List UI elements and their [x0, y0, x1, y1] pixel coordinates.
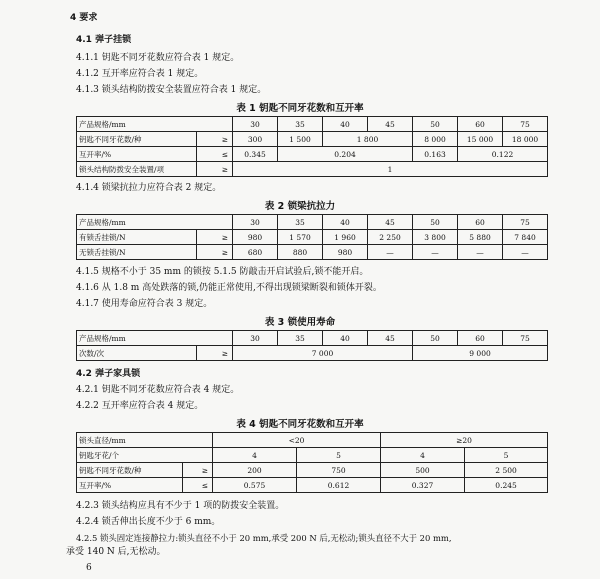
table-1-spec: 50	[413, 117, 458, 132]
table-2-spec: 30	[233, 215, 278, 230]
clause-4-1-2: 4.1.2 互开率应符合表 1 规定。	[76, 69, 204, 79]
table-3-spec: 75	[503, 331, 548, 346]
table-2-symbol: ≥	[197, 245, 233, 260]
table-4-row-label: 互开率/%	[77, 478, 183, 493]
table-2-cell: 7 840	[503, 230, 548, 245]
table-1-row-label: 互开率/%	[77, 147, 197, 162]
table-2-cell: 2 250	[368, 230, 413, 245]
table-2-cell: 1 570	[278, 230, 323, 245]
table-1-cell: 0.204	[278, 147, 413, 162]
table-4-cell: 0.245	[465, 478, 548, 493]
table-1-symbol: ≥	[197, 162, 233, 177]
table-3-spec-label: 产品规格/mm	[77, 331, 233, 346]
table-4-cell: 0.612	[297, 478, 381, 493]
table-2-cell: —	[458, 245, 503, 260]
section-4-2-heading: 4.2 弹子家具锁	[76, 369, 141, 379]
table-2-spec: 45	[368, 215, 413, 230]
table-1-cell: 0.122	[458, 147, 548, 162]
table-1-spec: 45	[368, 117, 413, 132]
table-4-group: <20	[213, 433, 381, 448]
table-2-row-label: 无锁舌挂锁/N	[77, 245, 197, 260]
table-4-cell: 4	[381, 448, 465, 463]
table-3-spec: 30	[233, 331, 278, 346]
table-4-symbol: ≤	[183, 478, 213, 493]
table-3-symbol: ≥	[197, 346, 233, 361]
table-2-cell: —	[413, 245, 458, 260]
table-1	[76, 116, 548, 177]
table-4-symbol: ≥	[183, 463, 213, 478]
clause-4-2-5-continued: 承受 140 N 后,无松动。	[66, 547, 166, 557]
table-1-row-label: 钥匙不同牙花数/种	[77, 132, 197, 147]
table-4	[76, 432, 548, 493]
table-4-row-label: 钥匙不同牙花数/种	[77, 463, 183, 478]
table-1-cell: 300	[233, 132, 278, 147]
table-4-cell: 200	[213, 463, 297, 478]
table-1-cell: 1 500	[278, 132, 323, 147]
table-3-spec: 35	[278, 331, 323, 346]
table-2-spec-label: 产品规格/mm	[77, 215, 233, 230]
table-1-cell: 1	[233, 162, 548, 177]
table-2-spec: 50	[413, 215, 458, 230]
table-2-cell: 680	[233, 245, 278, 260]
table-2-symbol: ≥	[197, 230, 233, 245]
table-2-cell: —	[503, 245, 548, 260]
table-1-spec-label: 产品规格/mm	[77, 117, 233, 132]
table-2-cell: —	[368, 245, 413, 260]
section-4-title: 4 要求	[70, 13, 98, 23]
table-1-cell: 18 000	[503, 132, 548, 147]
clause-4-2-1: 4.2.1 钥匙不同牙花数应符合表 4 规定。	[76, 385, 240, 395]
table-3-row-label: 次数/次	[77, 346, 197, 361]
table-4-row-label: 钥匙牙花/个	[77, 448, 213, 463]
clause-4-1-6: 4.1.6 从 1.8 m 高处跌落的锁,仍能正常使用,不得出现锁梁断裂和锁体开裂。	[76, 283, 382, 293]
table-1-cell: 0.345	[233, 147, 278, 162]
table-1-spec: 40	[323, 117, 368, 132]
table-1-cell: 15 000	[458, 132, 503, 147]
table-3-cell: 7 000	[233, 346, 413, 361]
table-4-head-label: 锁头直径/mm	[77, 433, 213, 448]
table-2-spec: 40	[323, 215, 368, 230]
table-3-cell: 9 000	[413, 346, 548, 361]
table-1-cell: 1 800	[323, 132, 413, 147]
table-2-spec: 75	[503, 215, 548, 230]
clause-4-2-2: 4.2.2 互开率应符合表 4 规定。	[76, 401, 204, 411]
table-4-cell: 5	[297, 448, 381, 463]
table-4-cell: 0.327	[381, 478, 465, 493]
table-4-cell: 750	[297, 463, 381, 478]
clause-4-2-4: 4.2.4 锁舌伸出长度不少于 6 mm。	[76, 517, 221, 527]
table-1-symbol: ≥	[197, 132, 233, 147]
table-2-cell: 5 880	[458, 230, 503, 245]
clause-4-1-3: 4.1.3 锁头结构防拨安全装置应符合表 1 规定。	[76, 85, 267, 95]
clause-4-1-1: 4.1.1 钥匙不同牙花数应符合表 1 规定。	[76, 53, 240, 63]
table-1-spec: 30	[233, 117, 278, 132]
table-1-cell: 8 000	[413, 132, 458, 147]
table-3-spec: 40	[323, 331, 368, 346]
table-1-spec: 35	[278, 117, 323, 132]
table-2-cell: 980	[233, 230, 278, 245]
clause-4-2-5: 4.2.5 锁头固定连接静拉力:锁头直径不小于 20 mm,承受 200 N 后,无松动;锁头直径不大于 20 mm,	[76, 533, 452, 543]
table-1-symbol: ≤	[197, 147, 233, 162]
table-1-spec: 75	[503, 117, 548, 132]
clause-4-1-4: 4.1.4 锁梁抗拉力应符合表 2 规定。	[76, 183, 222, 193]
clause-4-1-5: 4.1.5 规格不小于 35 mm 的锁按 5.1.5 防敲击开启试验后,锁不能开启。	[76, 267, 369, 277]
page-number: 6	[86, 563, 92, 573]
table-2	[76, 214, 548, 260]
table-4-cell: 2 500	[465, 463, 548, 478]
table-2-row-label: 有锁舌挂锁/N	[77, 230, 197, 245]
table-4-cell: 4	[213, 448, 297, 463]
table-3-caption: 表 3 锁使用寿命	[264, 317, 336, 328]
table-2-cell: 980	[323, 245, 368, 260]
table-3-spec: 60	[458, 331, 503, 346]
table-1-cell: 0.163	[413, 147, 458, 162]
table-4-group: ≥20	[381, 433, 548, 448]
table-3-spec: 45	[368, 331, 413, 346]
table-2-caption: 表 2 锁梁抗拉力	[264, 201, 336, 212]
table-4-caption: 表 4 钥匙不同牙花数和互开率	[236, 419, 364, 430]
table-2-cell: 880	[278, 245, 323, 260]
table-4-cell: 0.575	[213, 478, 297, 493]
table-3-spec: 50	[413, 331, 458, 346]
table-2-spec: 35	[278, 215, 323, 230]
table-2-cell: 1 960	[323, 230, 368, 245]
table-1-row-label: 锁头结构防拨安全装置/项	[77, 162, 197, 177]
clause-4-2-3: 4.2.3 锁头结构应具有不少于 1 项的防拨安全装置。	[76, 501, 285, 511]
clause-4-1-7: 4.1.7 使用寿命应符合表 3 规定。	[76, 299, 213, 309]
table-3	[76, 330, 548, 361]
table-2-spec: 60	[458, 215, 503, 230]
table-4-cell: 500	[381, 463, 465, 478]
section-4-1-heading: 4.1 弹子挂锁	[76, 35, 132, 45]
table-1-spec: 60	[458, 117, 503, 132]
table-2-cell: 3 800	[413, 230, 458, 245]
table-1-caption: 表 1 钥匙不同牙花数和互开率	[236, 103, 364, 114]
table-4-cell: 5	[465, 448, 548, 463]
